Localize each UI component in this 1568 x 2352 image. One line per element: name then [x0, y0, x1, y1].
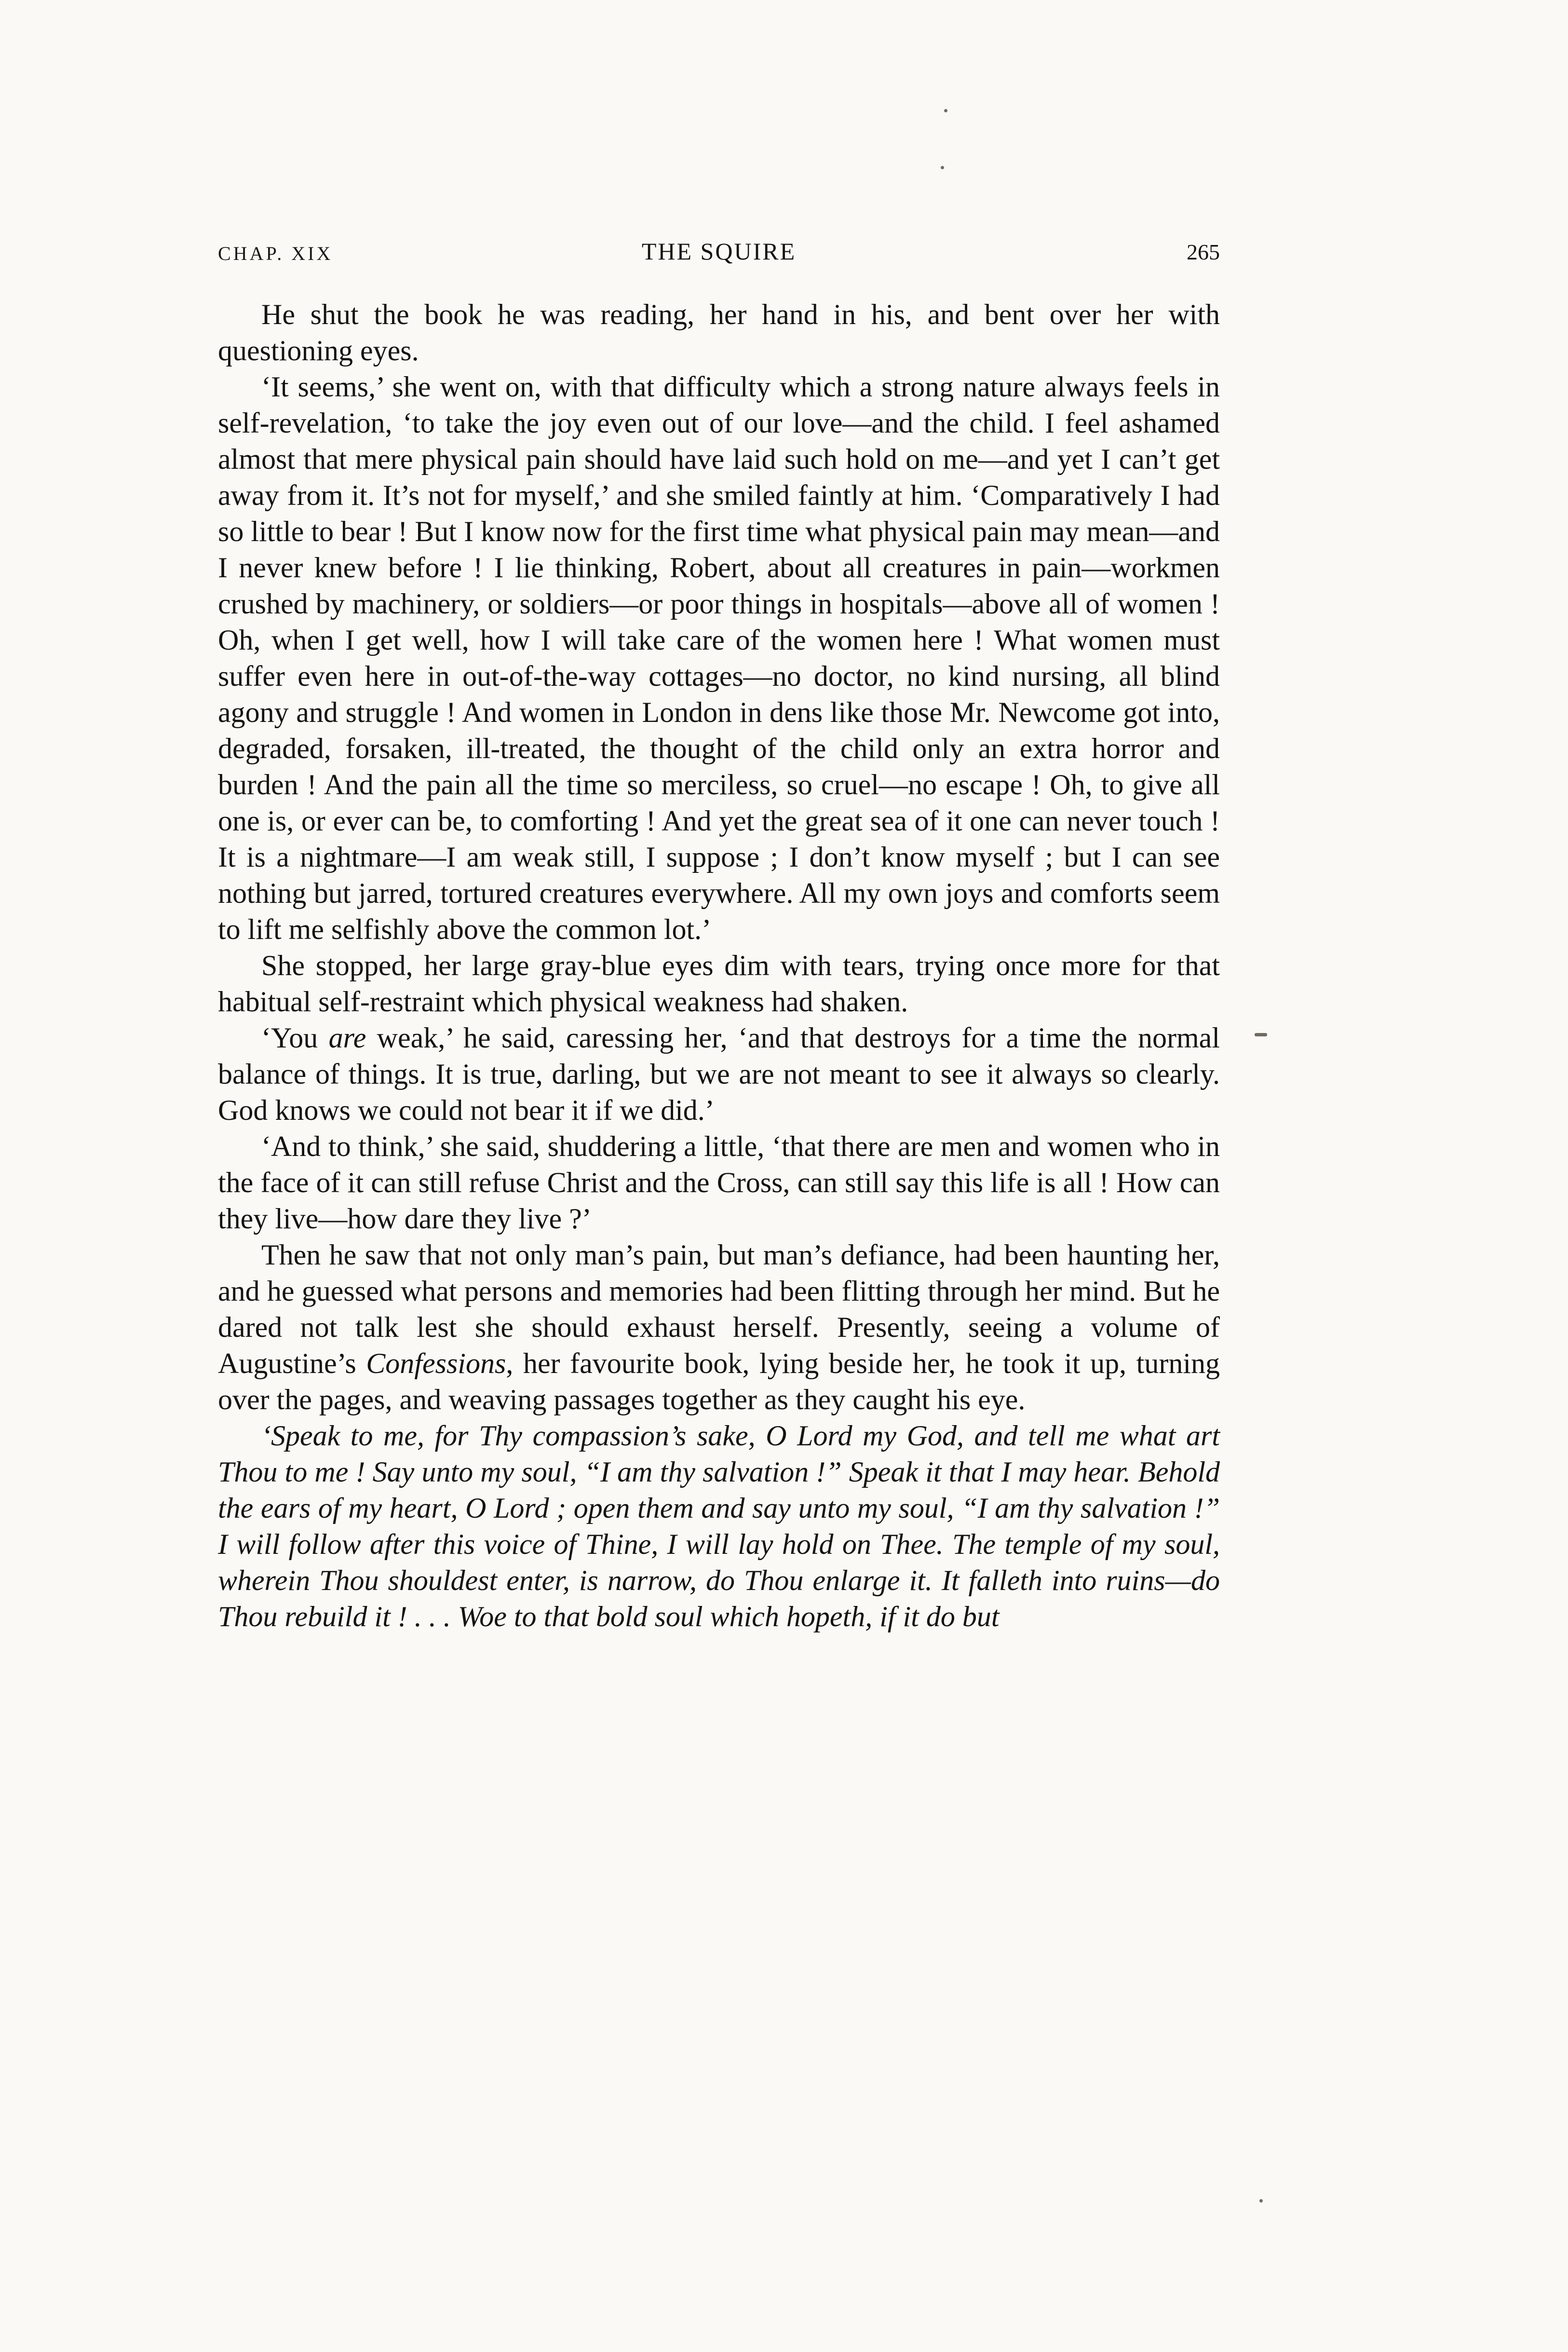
emphasis-text: are — [328, 1022, 366, 1054]
paragraph — [218, 369, 1220, 948]
text-run: ‘It seems,’ she went on, with that difficulty which a strong nature always feels in self-revelation, ‘to take the joy even out of our love—and the child. I feel ashamed almost that mere physical pain should have laid such hold on me—and yet I can’t get away from it. It’s not for myself,’ and she smiled faintly at him. ‘Comparatively I had so little to bear ! But I know now for the first time what physical pain may mean—and I never knew before ! I lie thinking, Robert, about all creatures in pain—workmen crushed by machinery, or soldiers—or poor things in hospitals—above all of women ! Oh, when I get well, how I will take care of the women here ! What women must suffer even here in out-of-the-way cottages—no doctor, no kind nursing, all blind agony and struggle ! And women in London in dens like those Mr. Newcome got into, degraded, forsaken, ill-treated, the thought of the child only an extra horror and burden ! And the pain all the time so merciless, so cruel—no escape ! Oh, to give all one is, or ever can be, to comforting ! And yet the great sea of it one can never touch ! It is a nightmare—I am weak still, I suppose ; I don’t know myself ; but I can see nothing but jarred, tortured creatures everywhere. All my own joys and comforts seem to lift me selfishly above the common lot.’ — [218, 371, 1220, 945]
paragraph — [218, 1020, 1220, 1128]
text-run: , her favourite book, lying beside her, he took it up, turning over the pages, and weaving passages together as they caught his eye. — [218, 1347, 1220, 1415]
scan-speck — [944, 109, 947, 112]
paragraph — [218, 1128, 1220, 1237]
paragraph — [218, 1418, 1220, 1635]
scan-speck — [941, 166, 944, 169]
body-text — [218, 297, 1220, 1635]
text-run: He shut the book he was reading, her hand in his, and bent over her with questioning eyes. — [218, 299, 1220, 367]
text-run: ‘Speak to me, for Thy compassion’s sake, O Lord my God, and tell me what art Thou to me ! Say unto my soul, “I am thy salvation !” Speak it that I may hear. Behold the ears of my heart, O Lord ; open them and say unto my soul, “I am thy salvation !” I will follow after this voice of Thine, I will lay hold on Thee. The temple of my soul, wherein Thou shouldest enter, is narrow, do Thou enlarge it. It falleth into ruins—do Thou rebuild it ! . . . Woe to that bold soul which hopeth, if it do but — [218, 1420, 1220, 1632]
text-run: She stopped, her large gray-blue eyes dim with tears, trying once more for that habitual self-restraint which physical weakness had shaken. — [218, 950, 1220, 1018]
chapter-label: CHAP. XIX — [218, 243, 333, 264]
text-run: weak,’ he said, caressing her, ‘and that destroys for a time the normal balance of things. It is true, darling, but we are not meant to see it always so clearly. God knows we could not bear it if we did.’ — [218, 1022, 1220, 1126]
text-run: ‘You — [261, 1022, 329, 1054]
emphasis-text: Confessions — [366, 1347, 506, 1379]
paragraph — [218, 948, 1220, 1020]
text-run: Then he saw that not only man’s pain, but man’s defiance, had been haunting her, and he guessed what persons and memories had been flitting through her mind. But he dared not talk lest she should exhaust herself. Presently, seeing a volume of Augustine’s — [218, 1239, 1220, 1379]
text-run: ‘And to think,’ she said, shuddering a little, ‘that there are men and women who in the face of it can still refuse Christ and the Cross, can still say this life is all ! How can they live—how dare they live ?’ — [218, 1130, 1220, 1235]
page-header — [218, 237, 1220, 266]
paragraph — [218, 1237, 1220, 1418]
scan-speck — [1255, 1033, 1267, 1036]
paragraph — [218, 297, 1220, 369]
page-number: 265 — [1187, 240, 1220, 264]
scan-speck — [1259, 2199, 1263, 2202]
running-title: THE SQUIRE — [641, 238, 797, 265]
